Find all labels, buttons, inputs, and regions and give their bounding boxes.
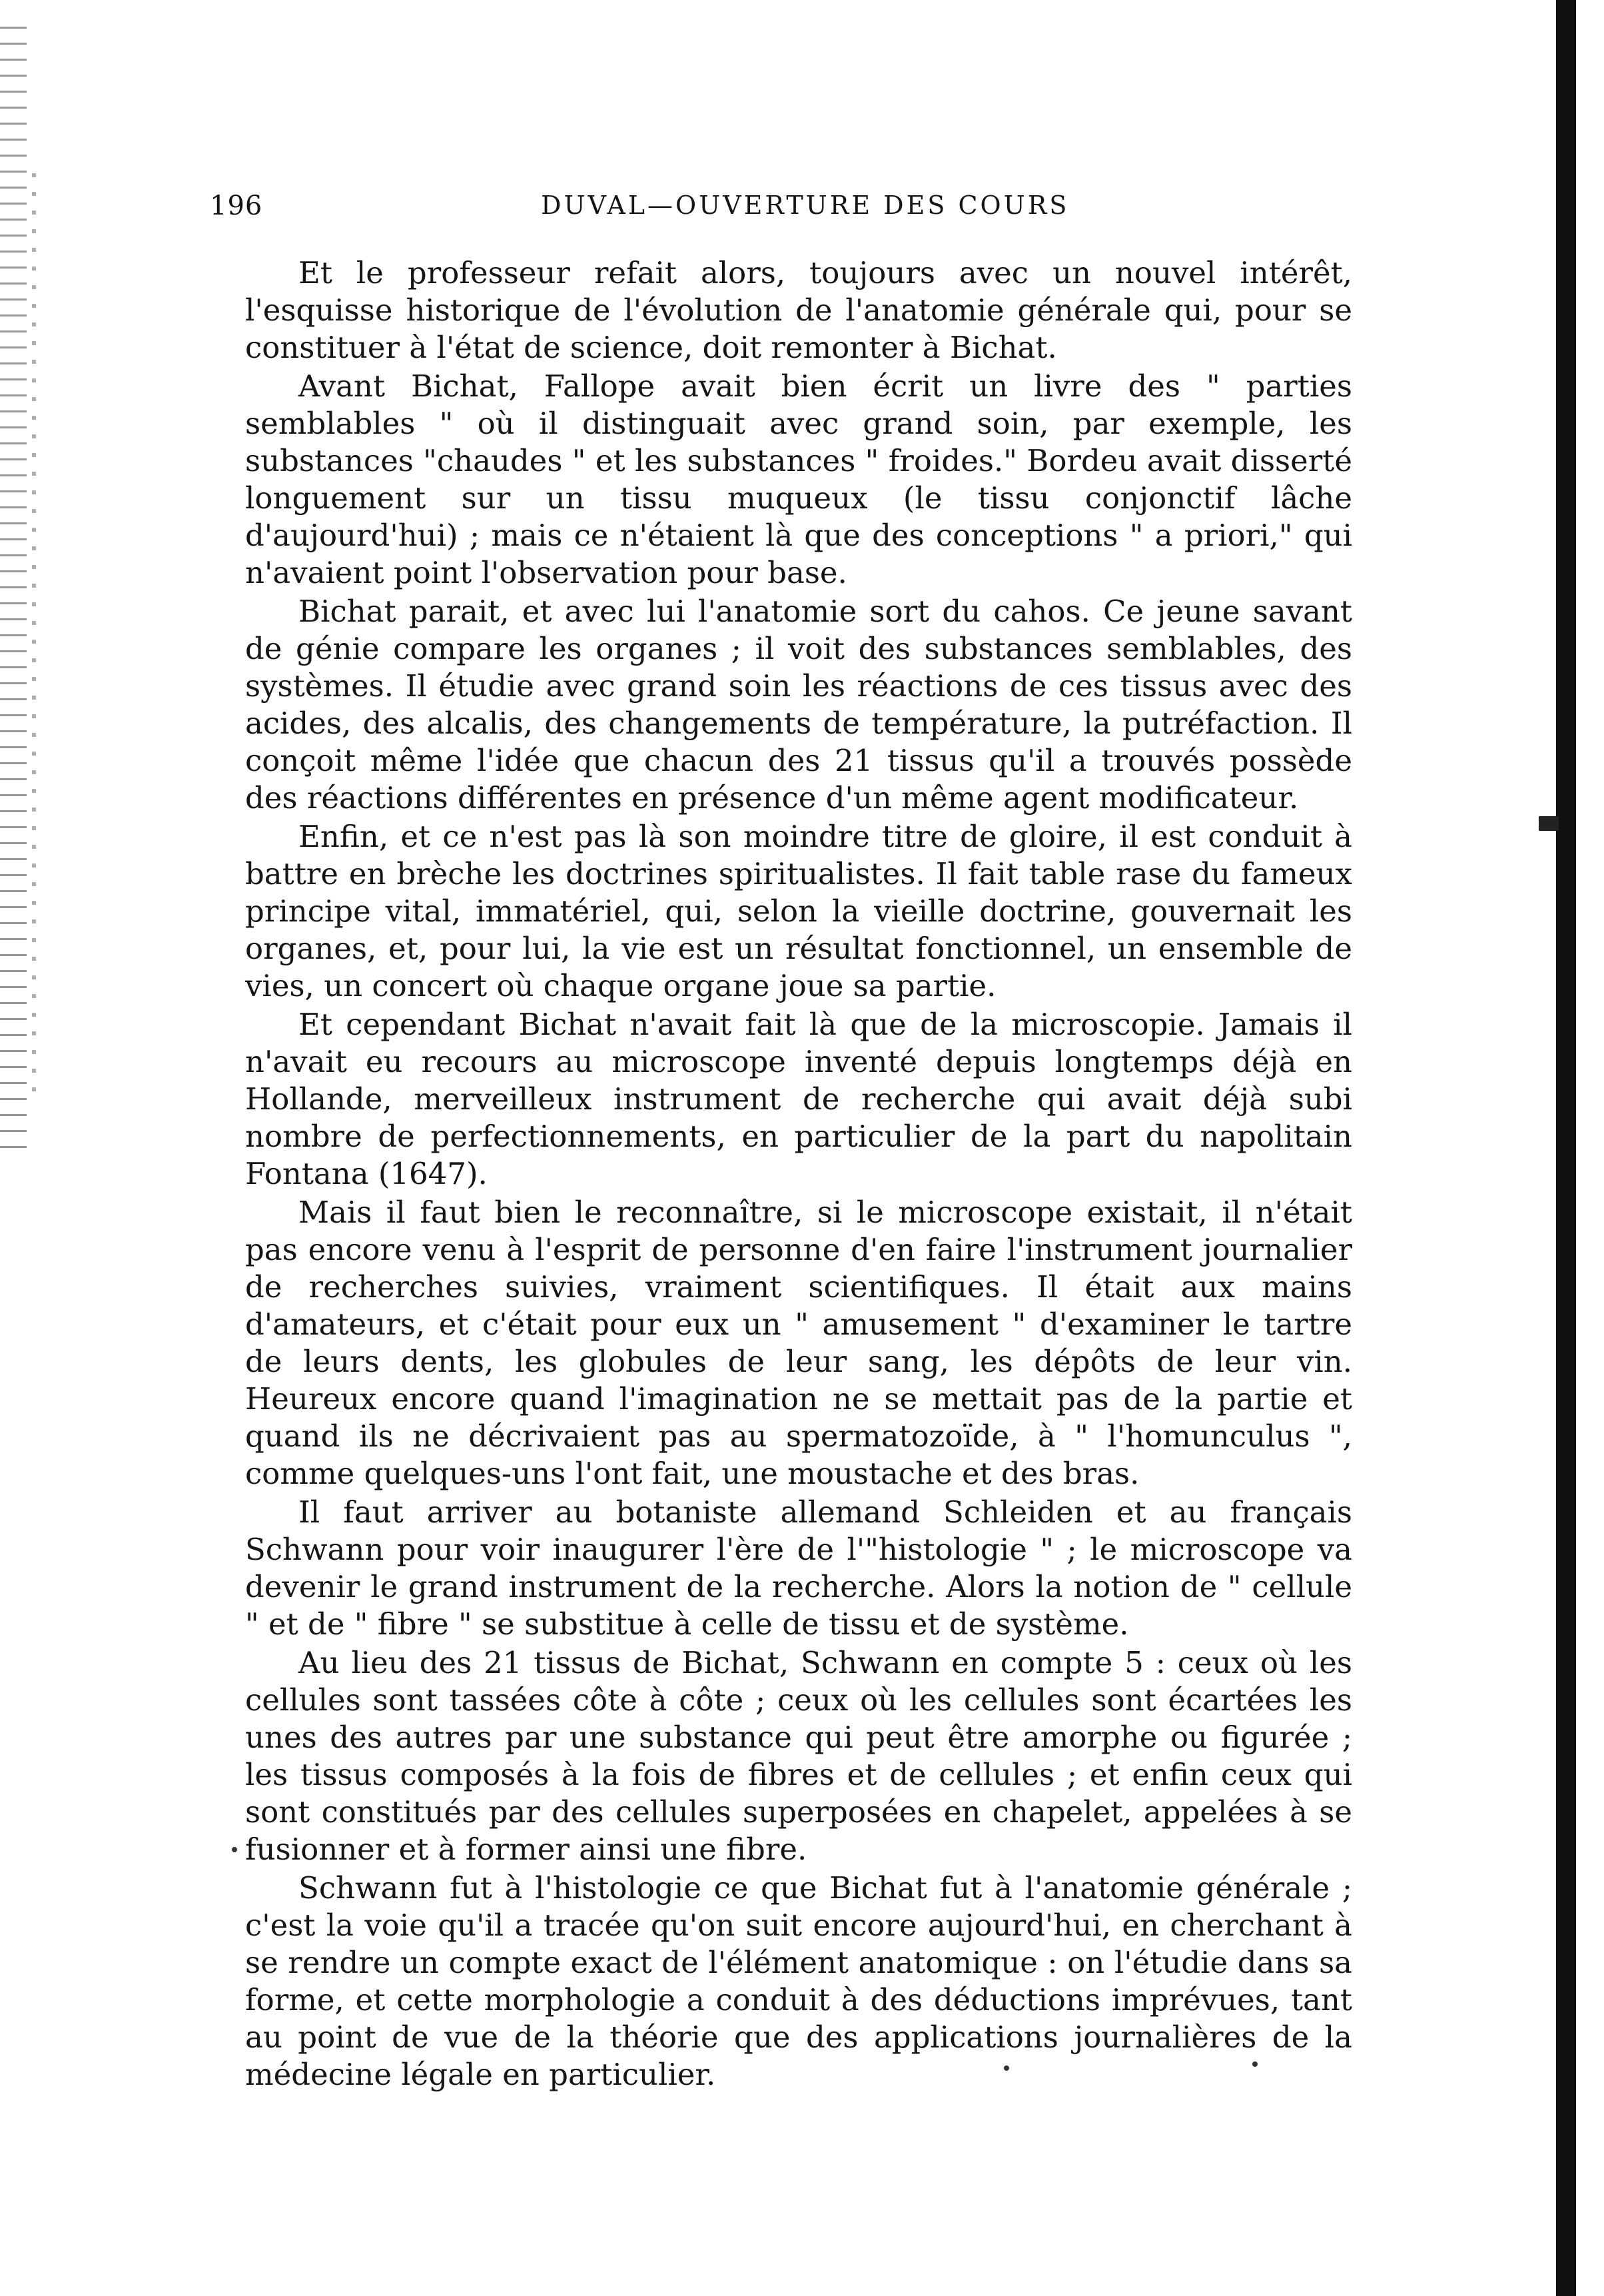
paragraph-5: Et cependant Bichat n'avait fait là que de la microscopie. Jamais il n'avait eu recours au microscope inventé depuis longtemps déjà en Hollande, merveilleux instrument de recherche qui avait déjà subi nombre de perfectionnements, en particulier de la part du napolitain Fontana (1647). — [245, 1007, 1352, 1191]
paragraph-8: Au lieu des 21 tissus de Bichat, Schwann en compte 5 : ceux où les cellules sont tassées côte à côte ; ceux où les cellules sont écartées les unes des autres par une substance qui peut être amorphe ou figurée ; les tissus composés à la fois de fibres et de cellules ; et enfin ceux qui sont constitués par des cellules superposées en chapelet, appelées à se fusionner et à former ainsi une fibre. — [245, 1645, 1352, 1867]
scan-edge-right-notch — [1539, 816, 1559, 831]
scan-edge-left-marks — [32, 173, 36, 1106]
scan-speck — [232, 1847, 237, 1852]
paragraph-4: Enfin, et ce n'est pas là son moindre titre de gloire, il est conduit à battre en brèche les doctrines spiritualistes. Il fait table rase du fameux principe vital, immatériel, qui, selon la vieille doctrine, gouvernait les organes, et, pour lui, la vie est un résultat fonctionnel, un ensemble de vies, un concert où chaque organe joue sa partie. — [245, 819, 1352, 1003]
running-head: DUVAL—OUVERTURE DES COURS — [541, 191, 1070, 220]
paragraph-7: Il faut arriver au botaniste allemand Schleiden et au français Schwann pour voir inaugurer l'ère de l'"histologie " ; le microscope va devenir le grand instrument de la recherche. Alors la notion de " cellule " et de " fibre " se substitue à celle de tissu et de système. — [245, 1494, 1352, 1642]
scan-speck — [1004, 2065, 1009, 2071]
page-header — [210, 191, 1356, 228]
body-text — [245, 255, 1352, 2095]
paragraph-3: Bichat parait, et avec lui l'anatomie sort du cahos. Ce jeune savant de génie compare les organes ; il voit des substances semblables, des systèmes. Il étudie avec grand soin les réactions de ces tissus avec des acides, des alcalis, des changements de température, la putréfaction. Il conçoit même l'idée que chacun des 21 tissus qu'il a trouvés possède des réactions différentes en présence d'un même agent modificateur. — [245, 594, 1352, 816]
scan-edge-left — [0, 27, 27, 1159]
scan-speck — [1252, 2061, 1258, 2067]
page-number: 196 — [210, 191, 263, 221]
scan-edge-right — [1556, 0, 1576, 2296]
paragraph-1: Et le professeur refait alors, toujours avec un nouvel intérêt, l'esquisse historique de l'évolution de l'anatomie générale qui, pour se constituer à l'état de science, doit remonter à Bichat. — [245, 255, 1352, 365]
paragraph-6: Mais il faut bien le reconnaître, si le microscope existait, il n'était pas encore venu à l'esprit de personne d'en faire l'instrument journalier de recherches suivies, vraiment scientifiques. Il était aux mains d'amateurs, et c'était pour eux un " amusement " d'examiner le tartre de leurs dents, les globules de leur sang, les dépôts de leur vin. Heureux encore quand l'imagination ne se mettait pas de la partie et quand ils ne décrivaient pas au spermatozoïde, à " l'homunculus ", comme quelques-uns l'ont fait, une moustache et des bras. — [245, 1195, 1352, 1491]
paragraph-2: Avant Bichat, Fallope avait bien écrit un livre des " parties semblables " où il distinguait avec grand soin, par exemple, les substances "chaudes " et les substances " froides." Bordeu avait disserté longuement sur un tissu muqueux (le tissu conjonctif lâche d'aujourd'hui) ; mais ce n'étaient là que des conceptions " a priori," qui n'avaient point l'observation pour base. — [245, 368, 1352, 590]
paragraph-9: Schwann fut à l'histologie ce que Bichat fut à l'anatomie générale ; c'est la voie qu'il a tracée qu'on suit encore aujourd'hui, en cherchant à se rendre un compte exact de l'élément anatomique : on l'étudie dans sa forme, et cette morphologie a conduit à des déductions imprévues, tant au point de vue de la théorie que des applications journalières de la médecine légale en particulier. — [245, 1870, 1352, 2092]
